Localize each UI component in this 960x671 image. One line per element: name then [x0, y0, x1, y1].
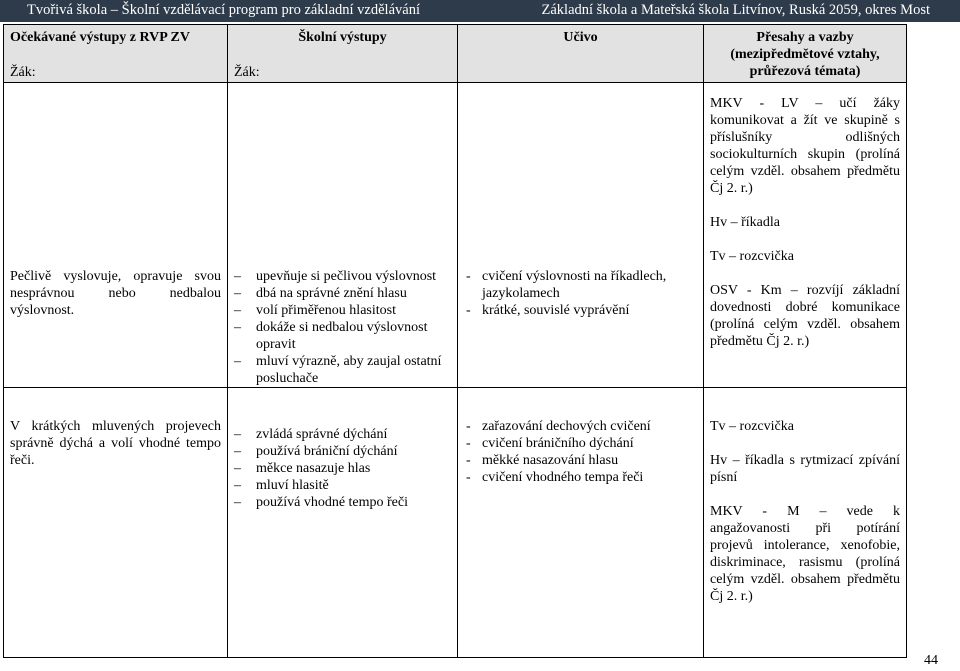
links-paragraph: Tv – rozcvička — [710, 419, 794, 434]
col-header-outcomes: Školní výstupy Žák: — [228, 25, 458, 83]
list-item: - cvičení vhodného tempa řeči — [482, 469, 697, 486]
expected-outcome-cell: V krátkých mluvených projevech správně dýchá a volí vhodné tempo řeči. — [4, 388, 228, 658]
list-item: – používá vhodné tempo řeči — [256, 494, 451, 511]
col-header-expected-sub: Žák: — [10, 65, 36, 80]
header-title-right: Základní škola a Mateřská škola Litvínov, Ruská 2059, okres Most — [541, 2, 930, 18]
links-cell — [704, 83, 907, 388]
header-title-left: Tvořivá škola – Školní vzdělávací program pro základní vzdělávání — [27, 2, 420, 18]
list-item: – dokáže si nedbalou výslovnost opravit — [256, 319, 451, 353]
list-item: – mluví výrazně, aby zaujal ostatní posluchače — [256, 353, 451, 387]
table-header-row — [4, 25, 907, 83]
list-item: - cvičení bráničního dýchání — [482, 435, 697, 452]
col-header-links: Přesahy a vazby (mezipředmětové vztahy, průřezová témata) — [704, 25, 907, 83]
list-item: – dbá na správné znění hlasu — [256, 285, 451, 302]
table-row — [4, 388, 907, 658]
list-item: - krátké, souvislé vyprávění — [482, 302, 697, 319]
links-paragraph: MKV - LV – učí žáky komunikovat a žít ve skupině s příslušníky odlišných sociokulturních skupin (prolíná celým vzděl. obsahem předmětu Čj 2. r.) — [710, 96, 900, 196]
school-outcomes-cell — [228, 83, 458, 388]
col-header-outcomes-sub: Žák: — [234, 65, 260, 80]
page-header — [0, 0, 960, 22]
list-item: – používá brániční dýchání — [256, 443, 451, 460]
curriculum-cell — [458, 83, 704, 388]
list-item: – zvládá správné dýchání — [256, 426, 451, 443]
links-paragraph: MKV - M – vede k angažovanosti při potírání projevů intolerance, xenofobie, diskriminace, rasismu (prolíná celým vzděl. obsahem předmětu Čj 2. r.) — [710, 504, 900, 604]
list-item: – měkce nasazuje hlas — [256, 460, 451, 477]
list-item: – volí přiměřenou hlasitost — [256, 302, 451, 319]
col-header-expected: Očekávané výstupy z RVP ZV Žák: — [4, 25, 228, 83]
table-row — [4, 83, 907, 388]
expected-outcome-cell: Pečlivě vyslovuje, opravuje svou nesprávnou nebo nedbalou výslovnost. — [4, 83, 228, 388]
list-item: - cvičení výslovnosti na říkadlech, jazykolamech — [482, 268, 697, 302]
links-paragraph: Tv – rozcvička — [710, 249, 794, 264]
curriculum-cell — [458, 388, 704, 658]
list-item: – upevňuje si pečlivou výslovnost — [256, 268, 451, 285]
list-item: - zařazování dechových cvičení — [482, 418, 697, 435]
links-paragraph: OSV - Km – rozvíjí základní dovednosti dobré komunikace (prolíná celým vzděl. obsahem předmětu Čj 2. r.) — [710, 283, 900, 349]
list-item: - měkké nasazování hlasu — [482, 452, 697, 469]
list-item: – mluví hlasitě — [256, 477, 451, 494]
links-paragraph: Hv – říkadla — [710, 215, 780, 230]
school-outcomes-cell — [228, 388, 458, 658]
col-header-curriculum: Učivo — [458, 25, 704, 83]
curriculum-table — [3, 24, 907, 658]
links-paragraph: Hv – říkadla s rytmizací zpívání písní — [710, 453, 900, 485]
links-cell — [704, 388, 907, 658]
page-number: 44 — [924, 653, 938, 668]
